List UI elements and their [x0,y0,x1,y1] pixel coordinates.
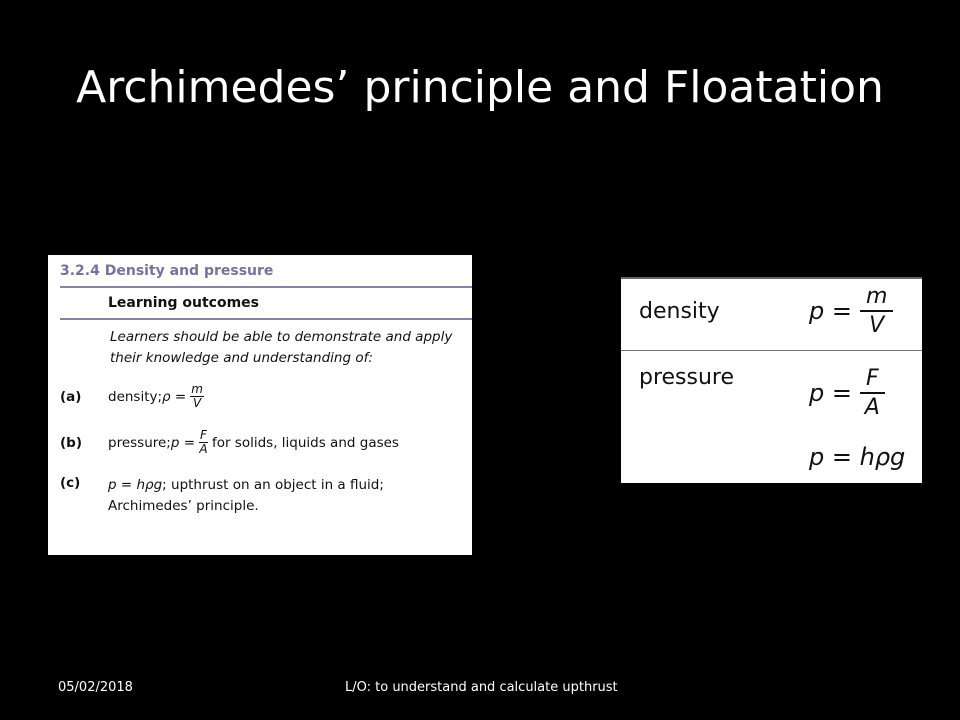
denominator: V [869,313,885,338]
divider [621,350,922,351]
divider [60,318,472,320]
outcome-label: (c) [60,475,81,491]
footer-objective: L/O: to understand and calculate upthrust [345,680,618,695]
formula: p = hρg [108,477,163,493]
pressure-fraction [860,365,885,421]
formula-lhs: ρ = [162,388,187,405]
footer-date: 05/02/2018 [58,680,133,695]
outcome-b [60,429,399,456]
density-fraction [190,383,204,410]
divider [60,286,472,288]
outcome-label: (b) [60,434,83,451]
outcome-text: Archimedes’ principle. [108,498,259,514]
denominator: A [199,442,208,456]
divider [621,277,922,279]
density-label: density [639,299,720,324]
section-heading: 3.2.4 Density and pressure [60,263,274,279]
syllabus-excerpt [48,255,472,555]
formula-lhs: p = [170,434,196,451]
intro-text: Learners should be able to demonstrate and apply their knowledge and understanding of: [110,329,453,366]
numerator: F [860,365,885,394]
denominator: V [192,396,202,410]
outcome-label: (a) [60,388,82,405]
hydrostatic-formula: p = hρg [809,443,906,471]
density-formula [809,283,893,339]
density-fraction [860,283,893,339]
pressure-label: pressure [639,365,735,390]
outcome-text: ; upthrust on an object in a fluid; [162,477,384,493]
denominator: A [864,395,880,420]
formula-table [621,277,922,483]
numerator: m [191,382,203,396]
learning-outcomes-heading: Learning outcomes [108,295,260,311]
slide-title: Archimedes’ principle and Floatation [76,62,884,113]
formula-lhs: p = [809,379,852,407]
outcome-text: density; [108,388,163,405]
numerator: m [860,283,893,312]
numerator: F [200,428,207,442]
outcome-a [60,383,208,410]
outcome-suffix: for solids, liquids and gases [211,434,399,451]
outcome-c [60,475,384,517]
pressure-fraction [199,429,208,456]
outcome-text: pressure; [108,434,171,451]
pressure-formula [809,365,885,421]
formula-lhs: p = [809,297,852,325]
